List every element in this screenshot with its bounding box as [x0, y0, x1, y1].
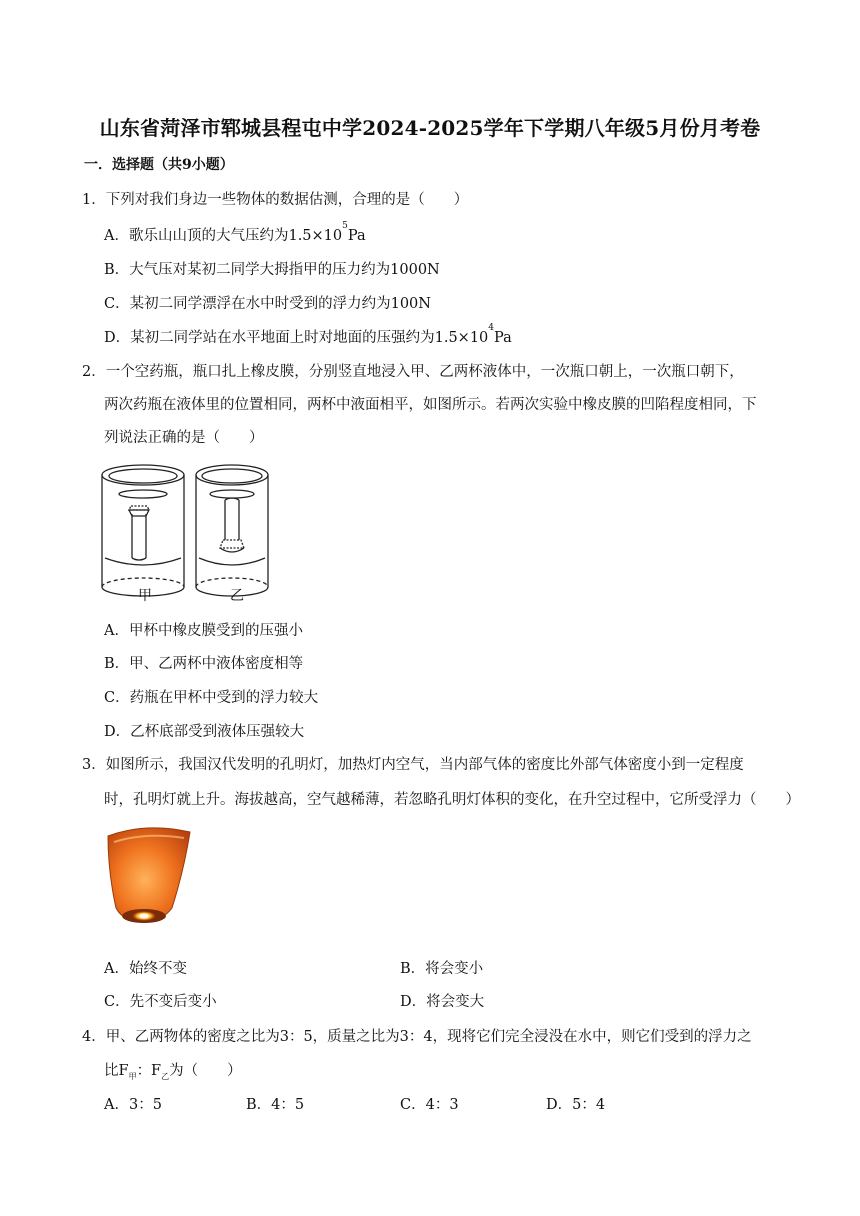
question-3-stem-line-2: 时，孔明灯就上升。海拔越高，空气越稀薄，若忽略孔明灯体积的变化，在升空过程中，它所受浮力（ ）	[104, 792, 800, 808]
question-3-option-a: A．始终不变	[104, 961, 187, 977]
question-2-stem-line-3: 列说法正确的是（ ）	[104, 430, 264, 446]
question-2-option-d: D．乙杯底部受到液体压强较大	[104, 724, 305, 740]
question-4-stem-line-2: 比$F_甲$：$F_乙$为（ ）	[104, 1063, 242, 1081]
question-4-option-c: C．4：3	[400, 1097, 459, 1113]
question-1-option-d: D．某初二同学站在水平地面上时对地面的压强约为$1.5\times 10^4Pa$	[104, 323, 512, 346]
question-2-option-a: A．甲杯中橡皮膜受到的压强小	[104, 623, 303, 639]
beaker-a-label: 甲	[138, 588, 152, 604]
beaker-figure	[100, 460, 280, 606]
beaker-a-illustration	[102, 465, 184, 596]
question-1-option-a: A．歌乐山山顶的大气压约为$1.5\times 10^5Pa$	[104, 221, 366, 244]
question-2-option-b: B．甲、乙两杯中液体密度相等	[104, 656, 304, 672]
beaker-b-illustration	[196, 465, 268, 596]
question-2-stem-line-2: 两次药瓶在液体里的位置相同，两杯中液面相平，如图所示。若两次实验中橡皮膜的凹陷程度相同，下	[104, 397, 757, 413]
sky-lantern-image	[100, 824, 196, 936]
question-2-stem-line-1: 2．一个空药瓶，瓶口扎上橡皮膜，分别竖直地浸入甲、乙两杯液体中，一次瓶口朝上，一次瓶口朝下，	[82, 364, 744, 380]
section-heading: 一．选择题（共9小题）	[84, 157, 234, 173]
question-2-option-c: C．药瓶在甲杯中受到的浮力较大	[104, 690, 319, 706]
question-3-option-b: B．将会变小	[400, 961, 484, 977]
question-1-stem: 1．下列对我们身边一些物体的数据估测，合理的是（ ）	[82, 192, 469, 208]
question-4-stem-line-1: 4．甲、乙两物体的密度之比为3：5，质量之比为3：4，现将它们完全浸没在水中，则它们受到的浮力之	[82, 1029, 752, 1045]
question-1-option-c: C．某初二同学漂浮在水中时受到的浮力约为100N	[104, 296, 431, 312]
question-3-option-c: C．先不变后变小	[104, 994, 217, 1010]
beaker-b-label: 乙	[230, 588, 244, 604]
question-4-option-d: D．5：4	[546, 1097, 606, 1113]
question-1-option-b: B．大气压对某初二同学大拇指甲的压力约为1000N	[104, 262, 440, 278]
question-3-option-d: D．将会变大	[400, 994, 485, 1010]
question-4-option-a: A．3：5	[104, 1097, 162, 1113]
page-title: 山东省菏泽市郓城县程屯中学2024-2025学年下学期八年级5月份月考卷	[99, 116, 761, 140]
question-3-stem-line-1: 3．如图所示，我国汉代发明的孔明灯，加热灯内空气，当内部气体的密度比外部气体密度小到一定程度	[82, 757, 744, 773]
question-4-option-b: B．4：5	[246, 1097, 305, 1113]
